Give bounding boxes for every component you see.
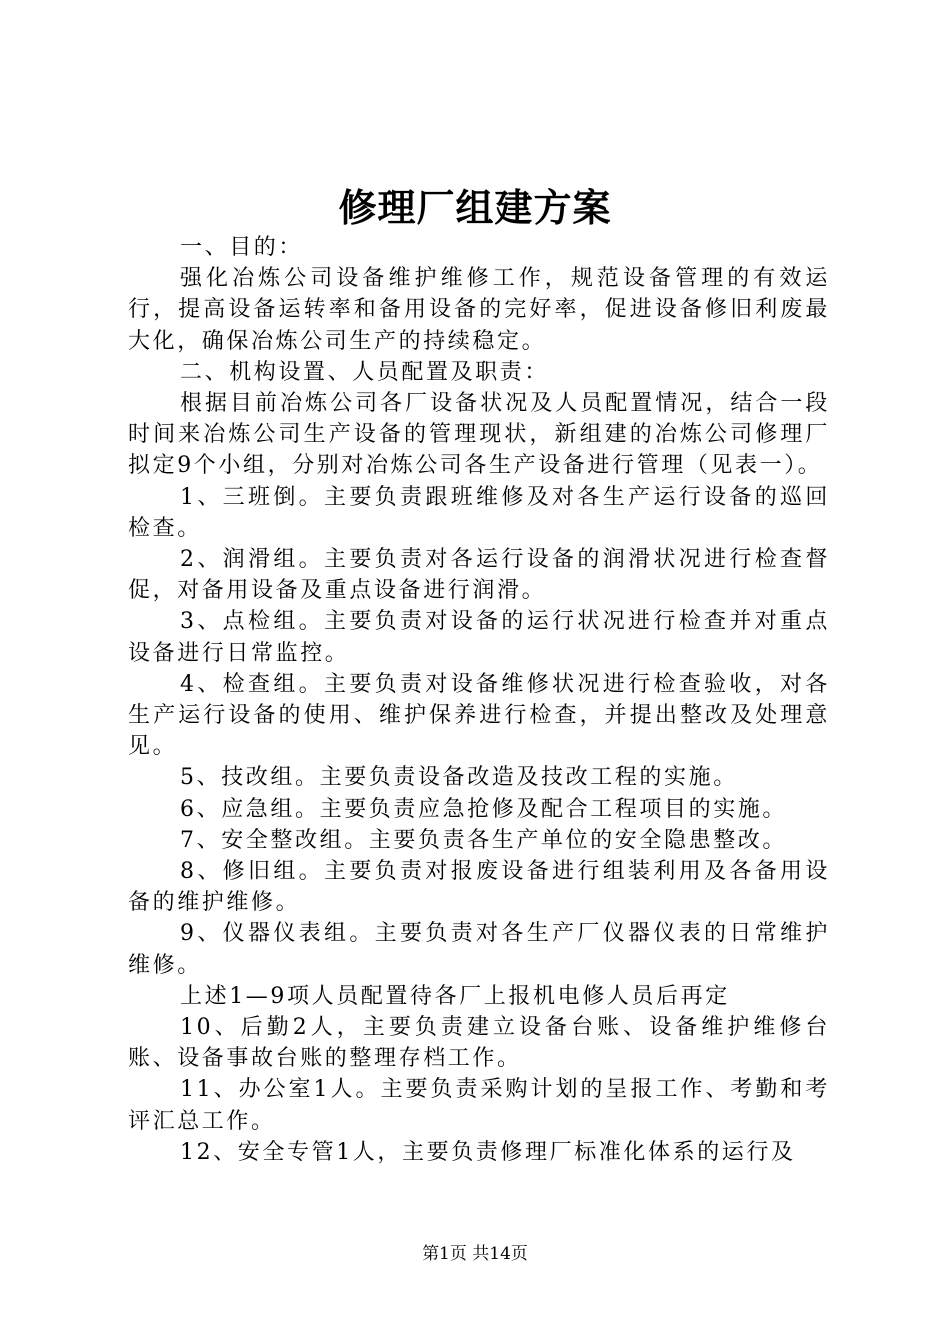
list-item-2: 2、润滑组。主要负责对各运行设备的润滑状况进行检查督促，对备用设备及重点设备进行润滑。 — [128, 547, 830, 604]
list-item-1: 1、三班倒。主要负责跟班维修及对各生产运行设备的巡回检查。 — [128, 484, 830, 541]
list-item-12: 12、安全专管1人，主要负责修理厂标准化体系的运行及 — [180, 1139, 796, 1165]
document-body — [128, 232, 830, 1168]
list-item-3: 3、点检组。主要负责对设备的运行状况进行检查并对重点设备进行日常监控。 — [128, 609, 830, 666]
list-item-9: 9、仪器仪表组。主要负责对各生产厂仪器仪表的日常维护维修。 — [128, 921, 830, 978]
list-item-6: 6、应急组。主要负责应急抢修及配合工程项目的实施。 — [180, 796, 787, 822]
list-item-8: 8、修旧组。主要负责对报废设备进行组装利用及各备用设备的维护维修。 — [128, 859, 830, 916]
list-item-10: 10、后勤2人，主要负责建立设备台账、设备维护维修台账、设备事故台账的整理存档工作。 — [128, 1015, 830, 1072]
page-footer: 第1页 共14页 — [422, 1244, 528, 1264]
document-title: 修理厂组建方案 — [338, 185, 612, 230]
list-item-4: 4、检查组。主要负责对设备维修状况进行检查验收，对各生产运行设备的使用、维护保养进行检查，并提出整改及处理意见。 — [128, 671, 830, 760]
list-item-7: 7、安全整改组。主要负责各生产单位的安全隐患整改。 — [180, 827, 787, 853]
note-staffing: 上述1—9项人员配置待各厂上报机电修人员后再定 — [180, 983, 730, 1009]
list-item-11: 11、办公室1人。主要负责采购计划的呈报工作、考勤和考评汇总工作。 — [128, 1077, 830, 1134]
section-heading-organization: 二、机构设置、人员配置及职责： — [180, 359, 550, 385]
paragraph-purpose: 强化冶炼公司设备维护维修工作，规范设备管理的有效运行，提高设备运转率和备用设备的完好率，促进设备修旧利废最大化，确保冶炼公司生产的持续稳定。 — [128, 266, 830, 354]
section-heading-purpose: 一、目的： — [180, 235, 304, 260]
list-item-5: 5、技改组。主要负责设备改造及技改工程的实施。 — [180, 765, 738, 791]
paragraph-organization: 根据目前冶炼公司各厂设备状况及人员配置情况，结合一段时间来冶炼公司生产设备的管理现状，新组建的冶炼公司修理厂拟定9个小组，分别对冶炼公司各生产设备进行管理（见表一）。 — [128, 391, 830, 479]
